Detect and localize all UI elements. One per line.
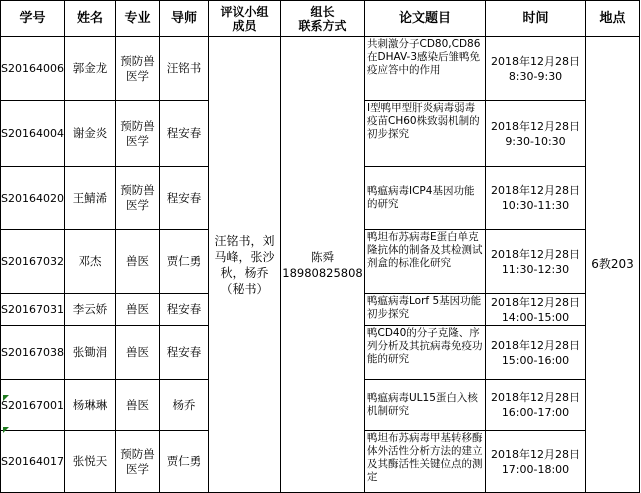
header-location: 地点 <box>586 1 640 37</box>
defense-slot: 15:00-16:00 <box>501 353 570 367</box>
student-advisor: 程安春 <box>160 326 209 380</box>
thesis-title: 鸭瘟病毒ICP4基因功能的研究 <box>365 167 486 230</box>
defense-date: 2018年12月28日 <box>491 119 580 133</box>
student-advisor: 汪铭书 <box>160 37 209 101</box>
defense-time <box>486 167 586 230</box>
defense-date: 2018年12月28日 <box>491 54 580 68</box>
defense-slot: 9:30-10:30 <box>505 134 566 148</box>
thesis-title: Ⅰ型鸭甲型肝炎病毒弱毒疫苗CH60株致弱机制的初步探究 <box>365 101 486 167</box>
student-name: 杨琳琳 <box>65 380 116 431</box>
student-name: 邓杰 <box>65 230 116 294</box>
student-advisor: 贾仁勇 <box>160 431 209 493</box>
header-contact-line1: 组长 <box>310 4 335 19</box>
defense-date: 2018年12月28日 <box>491 391 580 404</box>
defense-slot: 14:00-15:00 <box>501 310 570 324</box>
defense-date: 2018年12月28日 <box>491 184 580 197</box>
defense-date: 2018年12月28日 <box>491 247 580 261</box>
student-name: 张锄涓 <box>65 326 116 380</box>
student-id: S20167032 <box>1 230 65 294</box>
student-advisor: 程安春 <box>160 167 209 230</box>
defense-date: 2018年12月28日 <box>491 295 580 309</box>
header-name: 姓名 <box>65 1 116 37</box>
thesis-title: 共刺激分子CD80,CD86在DHAV-3感染后雏鸭免疫应答中的作用 <box>365 37 486 101</box>
defense-time <box>486 380 586 431</box>
header-major: 专业 <box>116 1 160 37</box>
student-id-text: S20167001 <box>1 398 64 412</box>
defense-time <box>486 431 586 493</box>
student-advisor: 杨乔 <box>160 380 209 431</box>
student-advisor: 贾仁勇 <box>160 230 209 294</box>
student-id: S20164017 <box>1 431 65 493</box>
defense-time <box>486 37 586 101</box>
student-name: 王鯖浠 <box>65 167 116 230</box>
header-time: 时间 <box>486 1 586 37</box>
student-id: S20167038 <box>1 326 65 380</box>
cell-comment-marker <box>3 427 9 433</box>
student-advisor: 程安春 <box>160 101 209 167</box>
student-major: 兽医 <box>116 294 160 326</box>
student-major: 兽医 <box>116 230 160 294</box>
student-id: S20167031 <box>1 294 65 326</box>
student-name: 谢金炎 <box>65 101 116 167</box>
student-major: 兽医 <box>116 326 160 380</box>
student-major: 预防兽医学 <box>116 431 160 493</box>
student-id: S20164006 <box>1 37 65 101</box>
location: 6教203 <box>586 37 640 493</box>
student-major: 预防兽医学 <box>116 37 160 101</box>
student-id <box>1 380 65 431</box>
student-major: 预防兽医学 <box>116 101 160 167</box>
thesis-title: 鸭坦布苏病毒甲基转移酶体外活性分析方法的建立及其酶活性关键位点的测定 <box>365 431 486 493</box>
defense-date: 2018年12月28日 <box>491 338 580 352</box>
leader-name: 陈舜 <box>311 249 334 264</box>
thesis-title: 鸭坦布苏病毒E蛋白单克隆抗体的制备及其检测试剂盒的标准化研究 <box>365 230 486 294</box>
defense-slot: 11:30-12:30 <box>501 262 570 276</box>
header-title: 论文题目 <box>365 1 486 37</box>
thesis-title: 鸭CD40的分子克隆、序列分析及其抗病毒免疫功能的研究 <box>365 326 486 380</box>
defense-time <box>486 326 586 380</box>
header-contact <box>281 1 365 37</box>
header-id: 学号 <box>1 1 65 37</box>
header-advisor: 导师 <box>160 1 209 37</box>
thesis-title: 鸭瘟病毒UL15蛋白入核机制研究 <box>365 380 486 431</box>
leader-contact <box>281 37 365 493</box>
defense-date: 2018年12月28日 <box>491 447 580 461</box>
header-row <box>1 1 640 37</box>
defense-slot: 17:00-18:00 <box>501 462 570 476</box>
student-major: 预防兽医学 <box>116 167 160 230</box>
defense-time <box>486 294 586 326</box>
leader-phone: 18980825808 <box>282 265 363 280</box>
header-contact-line2: 联系方式 <box>298 18 347 33</box>
cell-comment-marker <box>3 395 9 401</box>
student-name: 李云娇 <box>65 294 116 326</box>
student-id: S20164004 <box>1 101 65 167</box>
header-panel-line2: 成员 <box>232 18 257 33</box>
header-panel <box>209 1 281 37</box>
defense-slot: 8:30-9:30 <box>508 69 563 83</box>
panel-members: 汪铭书，刘马峰，张沙秋，杨乔（秘书） <box>209 37 281 493</box>
defense-slot: 16:00-17:00 <box>501 406 570 419</box>
student-major: 兽医 <box>116 380 160 431</box>
student-name: 郭金龙 <box>65 37 116 101</box>
header-panel-line1: 评议小组 <box>220 4 269 19</box>
defense-slot: 10:30-11:30 <box>501 199 570 212</box>
defense-time <box>486 230 586 294</box>
student-advisor: 程安春 <box>160 294 209 326</box>
student-name: 张悦天 <box>65 431 116 493</box>
table-row <box>1 37 640 101</box>
thesis-title: 鸭瘟病毒Lorf 5基因功能初步探究 <box>365 294 486 326</box>
defense-time <box>486 101 586 167</box>
student-id: S20164020 <box>1 167 65 230</box>
